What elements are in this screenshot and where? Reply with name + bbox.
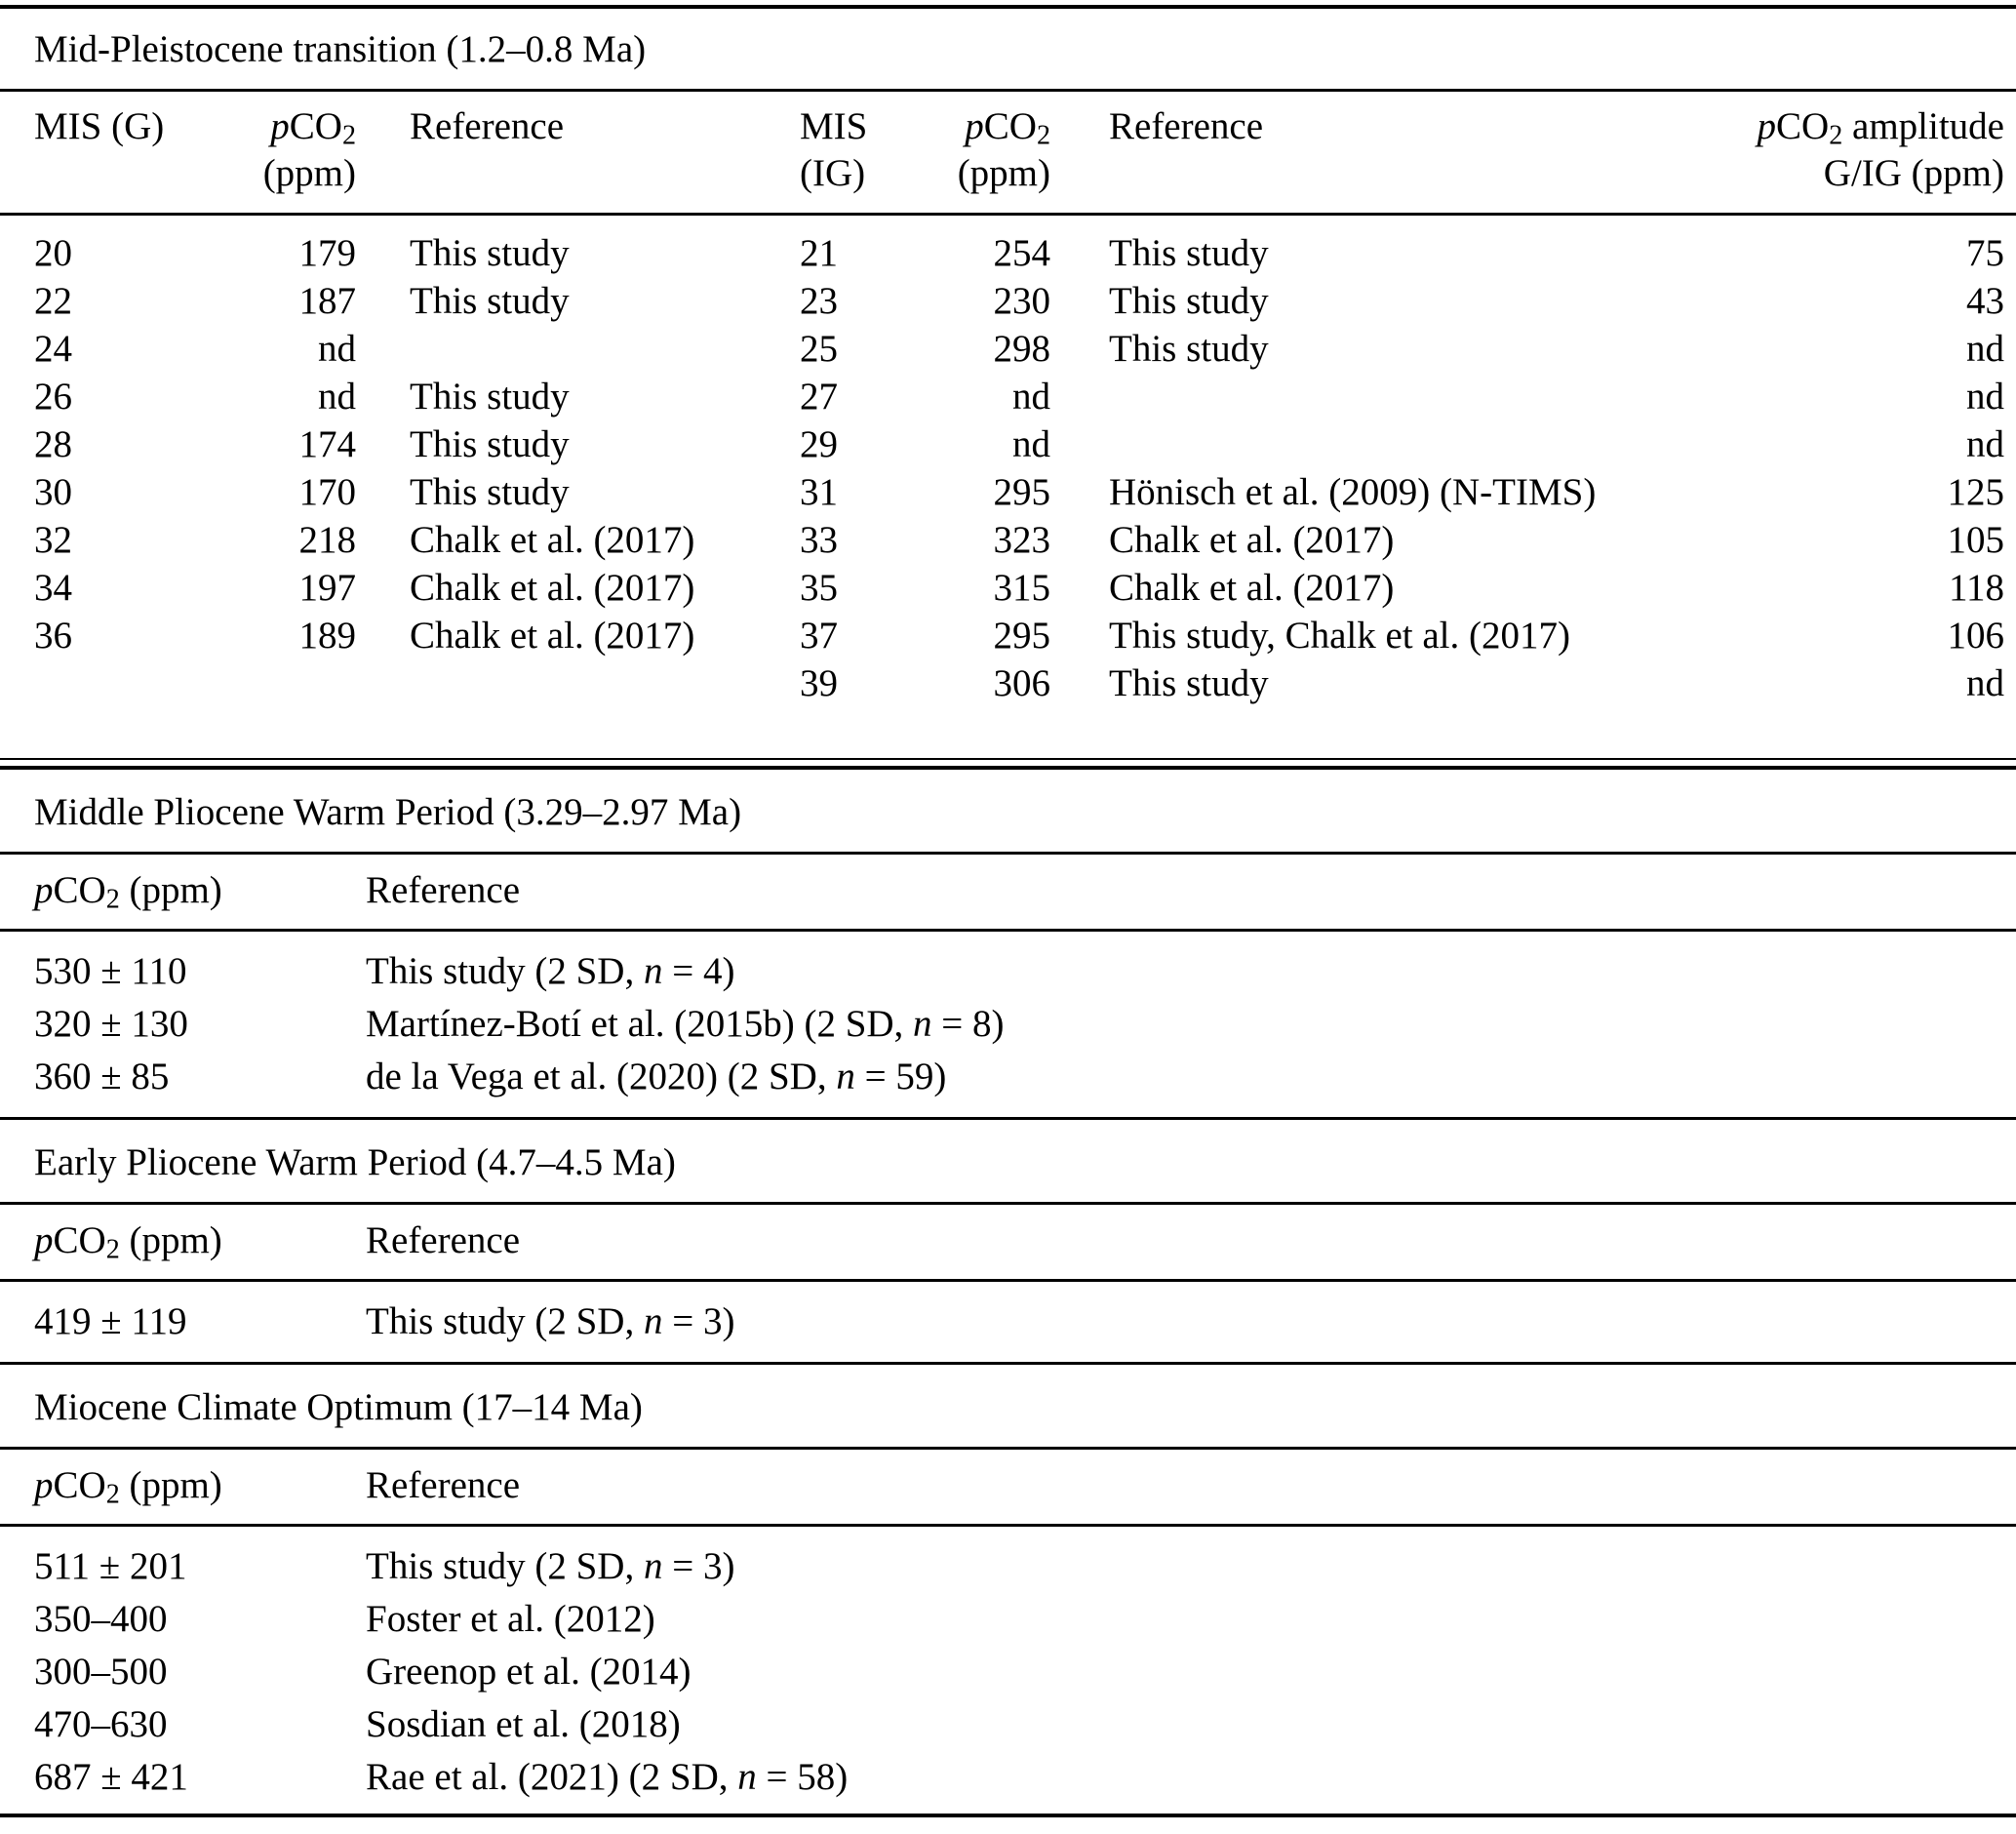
section-title-early-pliocene: Early Pliocene Warm Period (4.7–4.5 Ma) xyxy=(34,1141,676,1183)
table-row xyxy=(0,1593,2016,1646)
table-row xyxy=(0,945,2016,998)
column-header-reference: Reference xyxy=(366,1464,521,1506)
pco2-cell: 511 ± 201 xyxy=(34,1545,187,1587)
reference-ig-cell: This study, Chalk et al. (2017) xyxy=(1109,615,1570,657)
amplitude-cell: nd xyxy=(1966,328,2004,370)
pco2-g-cell: nd xyxy=(318,328,356,370)
reference-g-cell xyxy=(356,659,800,707)
mis-g-cell: 20 xyxy=(34,232,72,274)
table-row xyxy=(0,998,2016,1051)
amplitude-cell: nd xyxy=(1966,662,2004,704)
pco2-reconstruction-table xyxy=(0,5,2016,1817)
pco2-g-cell: nd xyxy=(318,376,356,418)
column-header-reference-ig: Reference xyxy=(1109,105,1264,147)
mis-ig-cell: 31 xyxy=(800,471,838,513)
reference-ig-cell: Hönisch et al. (2009) (N-TIMS) xyxy=(1109,471,1597,513)
mis-ig-cell: 33 xyxy=(800,519,838,561)
pco2-g-cell: 189 xyxy=(298,615,356,657)
reference-g-cell: This study xyxy=(410,376,570,418)
pco2-ig-cell: nd xyxy=(1012,376,1050,418)
table-row xyxy=(0,516,2016,564)
amplitude-cell: 43 xyxy=(1966,280,2004,322)
section-title-miocene: Miocene Climate Optimum (17–14 Ma) xyxy=(34,1386,643,1428)
reference-g-cell: Chalk et al. (2017) xyxy=(410,519,695,561)
reference-ig-cell: This study xyxy=(1109,662,1269,704)
pco2-ig-cell: 298 xyxy=(993,328,1050,370)
pco2-g-cell: 197 xyxy=(298,567,356,609)
reference-ig-cell xyxy=(1050,373,1733,420)
pco2-cell: 300–500 xyxy=(34,1651,168,1693)
double-divider xyxy=(0,758,2016,770)
pco2-g-cell: 170 xyxy=(298,471,356,513)
mis-g-cell: 24 xyxy=(34,328,72,370)
reference-g-cell xyxy=(356,325,800,373)
reference-cell: Sosdian et al. (2018) xyxy=(366,1703,681,1745)
miocene-rows xyxy=(0,1527,2016,1814)
reference-ig-cell: This study xyxy=(1109,280,1269,322)
middle-pliocene-rows xyxy=(0,932,2016,1117)
bottom-rule xyxy=(0,1814,2016,1817)
table-row xyxy=(0,420,2016,468)
column-header-amplitude: pCO$_2$ amplitude G/IG (ppm) xyxy=(1757,105,2004,194)
mis-g-cell: 34 xyxy=(34,567,72,609)
column-header-mis-g: MIS (G) xyxy=(34,105,165,147)
mis-ig-cell: 25 xyxy=(800,328,838,370)
pco2-cell: 419 ± 119 xyxy=(34,1300,187,1342)
reference-g-cell: This study xyxy=(410,471,570,513)
amplitude-cell: 106 xyxy=(1947,615,2004,657)
mis-ig-cell: 27 xyxy=(800,376,838,418)
table-row xyxy=(0,659,2016,707)
amplitude-cell: nd xyxy=(1966,376,2004,418)
column-header-pco2: pCO$_2$ (ppm) xyxy=(34,869,222,915)
reference-ig-cell: Chalk et al. (2017) xyxy=(1109,567,1395,609)
pco2-ig-cell: 295 xyxy=(993,471,1050,513)
mis-g-cell: 28 xyxy=(34,423,72,465)
pco2-cell: 360 ± 85 xyxy=(34,1056,170,1097)
pco2-ig-cell: 323 xyxy=(993,519,1050,561)
pco2-ig-cell: 230 xyxy=(993,280,1050,322)
mis-g-cell: 32 xyxy=(34,519,72,561)
table-row xyxy=(0,612,2016,659)
pco2-g-cell: 174 xyxy=(298,423,356,465)
reference-cell: This study (2 SD, n = 4) xyxy=(366,950,735,992)
mis-g-cell: 36 xyxy=(34,615,72,657)
column-header-pco2: pCO$_2$ (ppm) xyxy=(34,1219,222,1265)
amplitude-cell: 75 xyxy=(1966,232,2004,274)
reference-g-cell: This study xyxy=(410,232,570,274)
reference-g-cell: Chalk et al. (2017) xyxy=(410,615,695,657)
table-row xyxy=(0,1296,2016,1348)
amplitude-cell: 118 xyxy=(1948,567,2004,609)
amplitude-cell: 105 xyxy=(1947,519,2004,561)
column-header-reference: Reference xyxy=(366,1219,521,1261)
pco2-ig-cell: nd xyxy=(1012,423,1050,465)
amplitude-cell: 125 xyxy=(1947,471,2004,513)
mis-ig-cell: 23 xyxy=(800,280,838,322)
table-row xyxy=(0,373,2016,420)
table-row xyxy=(0,468,2016,516)
pco2-g-cell: 179 xyxy=(298,232,356,274)
pco2-g-cell xyxy=(180,659,356,707)
reference-ig-cell xyxy=(1050,420,1733,468)
pco2-cell: 687 ± 421 xyxy=(34,1756,188,1798)
pco2-g-cell: 187 xyxy=(298,280,356,322)
section-title-middle-pliocene: Middle Pliocene Warm Period (3.29–2.97 Ma) xyxy=(34,791,742,833)
mis-ig-cell: 39 xyxy=(800,662,838,704)
reference-cell: Rae et al. (2021) (2 SD, n = 58) xyxy=(366,1756,849,1798)
pco2-ig-cell: 254 xyxy=(993,232,1050,274)
column-header-reference: Reference xyxy=(366,869,521,911)
reference-cell: This study (2 SD, n = 3) xyxy=(366,1300,735,1342)
pco2-cell: 350–400 xyxy=(34,1598,168,1640)
table-row xyxy=(0,1540,2016,1593)
mis-g-cell xyxy=(34,659,180,707)
column-header-row xyxy=(0,92,2016,213)
mis-ig-cell: 37 xyxy=(800,615,838,657)
table-row xyxy=(0,564,2016,612)
reference-ig-cell: Chalk et al. (2017) xyxy=(1109,519,1395,561)
reference-cell: Foster et al. (2012) xyxy=(366,1598,655,1640)
table-row xyxy=(0,1698,2016,1751)
table-row xyxy=(0,277,2016,325)
pco2-ig-cell: 306 xyxy=(993,662,1050,704)
pco2-ig-cell: 295 xyxy=(993,615,1050,657)
mis-ig-cell: 35 xyxy=(800,567,838,609)
reference-g-cell: This study xyxy=(410,423,570,465)
column-header-reference-g: Reference xyxy=(410,105,565,147)
pco2-cell: 530 ± 110 xyxy=(34,950,187,992)
table-row xyxy=(0,1646,2016,1698)
reference-ig-cell: This study xyxy=(1109,232,1269,274)
table-row xyxy=(0,1751,2016,1804)
table-row xyxy=(0,325,2016,373)
table-row xyxy=(0,229,2016,277)
column-header-pco2: pCO$_2$ (ppm) xyxy=(34,1464,222,1510)
column-header-row xyxy=(0,1205,2016,1279)
column-header-row xyxy=(0,1450,2016,1524)
early-pliocene-rows xyxy=(0,1282,2016,1362)
mis-ig-cell: 21 xyxy=(800,232,838,274)
mid-pleistocene-rows xyxy=(0,216,2016,758)
reference-g-cell: Chalk et al. (2017) xyxy=(410,567,695,609)
pco2-cell: 320 ± 130 xyxy=(34,1003,188,1045)
mis-g-cell: 22 xyxy=(34,280,72,322)
column-header-pco2-ig: pCO$_2$ (ppm) xyxy=(957,105,1050,194)
mis-ig-cell: 29 xyxy=(800,423,838,465)
pco2-cell: 470–630 xyxy=(34,1703,168,1745)
table-row xyxy=(0,1051,2016,1103)
pco2-g-cell: 218 xyxy=(298,519,356,561)
reference-ig-cell: This study xyxy=(1109,328,1269,370)
reference-g-cell: This study xyxy=(410,280,570,322)
column-header-row xyxy=(0,855,2016,929)
amplitude-cell: nd xyxy=(1966,423,2004,465)
section-title-mid-pleistocene: Mid-Pleistocene transition (1.2–0.8 Ma) xyxy=(34,28,647,70)
pco2-ig-cell: 315 xyxy=(993,567,1050,609)
mis-g-cell: 26 xyxy=(34,376,72,418)
reference-cell: de la Vega et al. (2020) (2 SD, n = 59) xyxy=(366,1056,947,1097)
column-header-mis-ig: MIS (IG) xyxy=(800,105,868,194)
reference-cell: Greenop et al. (2014) xyxy=(366,1651,692,1693)
reference-cell: Martínez-Botí et al. (2015b) (2 SD, n = 8) xyxy=(366,1003,1005,1045)
mis-g-cell: 30 xyxy=(34,471,72,513)
reference-cell: This study (2 SD, n = 3) xyxy=(366,1545,735,1587)
column-header-pco2-g: pCO$_2$ (ppm) xyxy=(262,105,356,194)
